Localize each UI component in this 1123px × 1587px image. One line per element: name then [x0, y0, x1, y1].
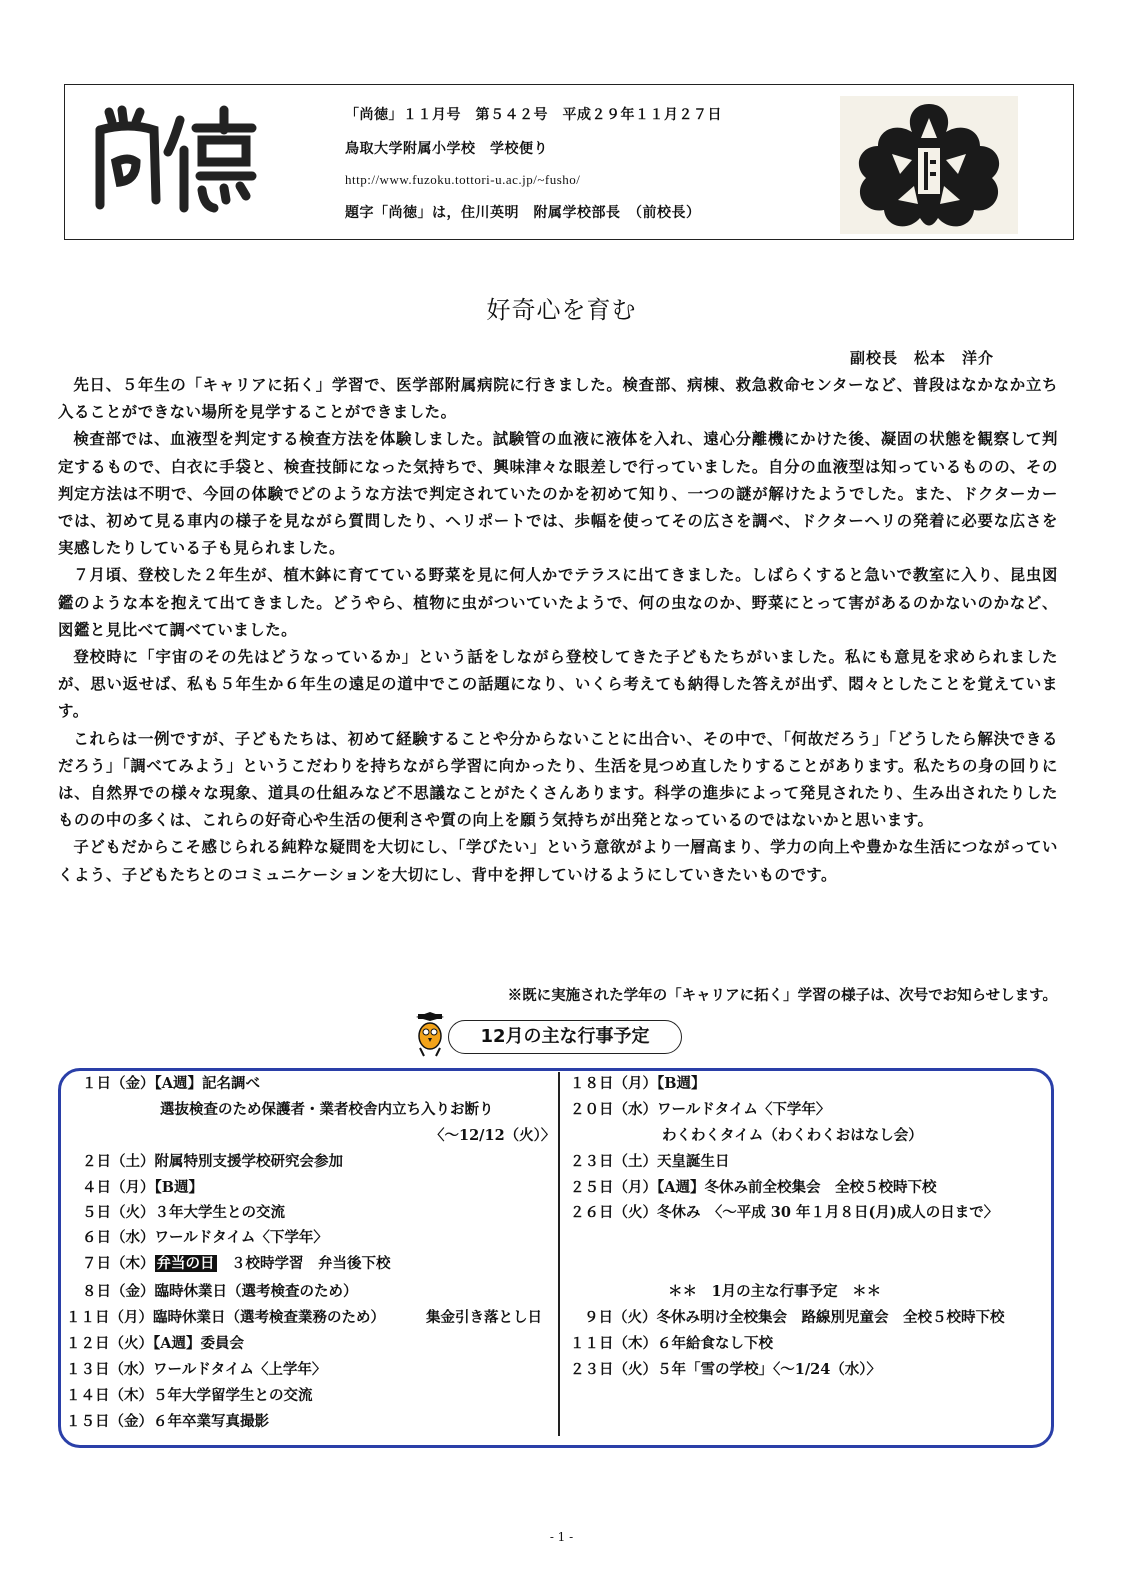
schedule-item: [570, 1332, 773, 1353]
article-paragraph: 子どもだからこそ感じられる純粋な疑問を大切にし、「学びたい」という意欲がより一層高まり、学力の向上や豊かな生活につながっていくよう、子どもたちとのコミュニケーションを大切にし、背中を押していけるようにしていきたいものです。: [58, 838, 1058, 884]
schedule-date: ６日（水）: [82, 1229, 155, 1246]
schedule-text: ワールドタイム〈上学年〉: [153, 1361, 327, 1378]
schedule-item: [570, 1358, 881, 1379]
schedule-text: 【B週】: [154, 1179, 204, 1196]
schedule-item: [662, 1124, 923, 1145]
schedule-date: １５日（金）: [66, 1413, 153, 1430]
schedule-item: [430, 1124, 555, 1145]
title-credit: 題字「尚徳」は，住川英明 附属学校部長 （前校長）: [345, 205, 701, 221]
schedule-text: 臨時休業日（選考検査業務のため）: [153, 1309, 385, 1326]
schedule-item: [570, 1072, 706, 1093]
schedule-text: 集金引き落とし日: [426, 1309, 542, 1326]
schedule-item: [66, 1384, 313, 1405]
next-issue-note: ※既に実施された学年の「キャリアに拓く」学習の様子は、次号でお知らせします。: [507, 987, 1057, 1004]
schedule-date: ８日（金）: [82, 1283, 155, 1300]
schedule-item: [66, 1410, 269, 1431]
schedule-text: 【B週】: [657, 1075, 706, 1092]
schedule-date: ９日（火）: [584, 1309, 657, 1326]
schedule-text: わくわくタイム（わくわくおはなし会）: [662, 1127, 923, 1144]
schedule-item: [570, 1201, 998, 1222]
schedule-text: 【A週】記名調べ: [154, 1075, 260, 1092]
issue-info: 「尚徳」１１月号 第５４２号 平成２９年１１月２７日: [345, 107, 722, 123]
schedule-item: [66, 1358, 326, 1379]
schedule-date: ２３日（火）: [570, 1361, 657, 1378]
masthead-calligraphy-logo: [84, 100, 274, 220]
schedule-date: ２０日（水）: [570, 1101, 657, 1118]
schedule-item: [82, 1280, 358, 1301]
schedule-text: ワールドタイム〈下学年〉: [154, 1229, 328, 1246]
schedule-text: 天皇誕生日: [657, 1153, 730, 1170]
schedule-item: [82, 1072, 260, 1093]
article-paragraph: これらは一例ですが、子どもたちは、初めて経験することや分からないことに出合い、その中で、「何故だろう」「どうしたら解決できるだろう」「調べてみよう」というこだわりを持ちながら学習に向かったり、生活を見つめ直したりすることがあります。私たちの身の回りには、自然界での様々な現象、道具の仕組みなど不思議なことがたくさんあります。科学の進歩によって発見されたり、生み出されたりしたものの中の多くは、これらの好奇心や生活の便利さや質の向上を願う気持ちが出発となっているのではないかと思います。: [58, 729, 1058, 830]
payment-deduction-label: [426, 1306, 542, 1327]
schedule-date: ４日（月）: [82, 1179, 155, 1196]
schedule-date: ２３日（土）: [570, 1153, 657, 1170]
schedule-text: 冬休み明け全校集会 路線別児童会 全校５校時下校: [656, 1309, 1005, 1326]
schedule-text: 【A週】冬休み前全校集会 全校５校時下校: [657, 1179, 937, 1196]
schedule-date: １３日（水）: [66, 1361, 153, 1378]
schedule-item: [584, 1306, 1005, 1327]
schedule-text: 選抜検査のため保護者・業者校舎内立ち入りお断り: [160, 1101, 494, 1118]
schedule-item: [160, 1098, 494, 1119]
schedule-text: ６年給食なし下校: [657, 1335, 773, 1352]
schedule-date: １日（金）: [82, 1075, 155, 1092]
schedule-text: 臨時休業日（選考検査のため）: [154, 1283, 358, 1300]
schedule-date: ２６日（火）: [570, 1204, 657, 1221]
schedule-text: 〈～12/12（火）〉: [430, 1127, 556, 1144]
schedule-date: ５日（火）: [82, 1204, 155, 1221]
school-name: 鳥取大学附属小学校 学校便り: [345, 141, 548, 157]
schedule-item: [570, 1098, 830, 1119]
schedule-date: １８日（月）: [570, 1075, 657, 1092]
schedule-text: 冬休み 〈～平成 30 年１月８日(月)成人の日まで〉: [657, 1204, 999, 1221]
schedule-date: １１日（月）: [66, 1309, 153, 1326]
schedule-date: ２日（土）: [82, 1153, 155, 1170]
article-paragraph: 登校時に「宇宙のその先はどうなっているか」という話をしながら登校してきた子どもたちがいました。私にも意見を求められましたが、思い返せば、私も５年生か６年生の遠足の道中でこの話題になり、いくら考えても納得した答えが出ず、悶々としたことを覚えています。: [58, 648, 1058, 721]
schedule-text: ３年大学生との交流: [154, 1204, 285, 1221]
school-url-link[interactable]: http://www.fuzoku.tottori-u.ac.jp/~fusho/: [345, 172, 581, 187]
schedule-date: １１日（木）: [570, 1335, 657, 1352]
schedule-item: [82, 1201, 285, 1222]
school-emblem-icon: [840, 96, 1018, 234]
schedule-item: [66, 1332, 244, 1353]
bento-day-highlight: 弁当の日: [156, 1255, 215, 1272]
page-number: - 1 -: [549, 1530, 574, 1544]
article-title: 好奇心を育む: [486, 296, 637, 324]
schedule-date: ２５日（月）: [570, 1179, 657, 1196]
article-author: 副校長 松本 洋介: [850, 349, 995, 367]
article-paragraph: 先日、５年生の「キャリアに拓く」学習で、医学部附属病院に行きました。検査部、病棟、救急救命センターなど、普段はなかなか立ち入ることができない場所を見学することができました。: [58, 376, 1058, 422]
schedule-text: ワールドタイム〈下学年〉: [657, 1101, 831, 1118]
schedule-item: [82, 1150, 343, 1171]
january-schedule-title: ＊＊ 1月の主な行事予定 ＊＊: [668, 1283, 882, 1300]
schedule-text: ５年「雪の学校」〈～1/24（水）〉: [657, 1361, 882, 1378]
article-paragraph: ７月頃、登校した２年生が、植木鉢に育てている野菜を見に何人かでテラスに出てきました。しばらくすると急いで教室に入り、昆虫図鑑のような本を抱えて出てきました。どうやら、植物に虫がついていたようで、何の虫なのか、野菜にとって害があるのかないのかなど、図鑑と見比べて調べていました。: [58, 566, 1058, 639]
schedule-item: [82, 1226, 328, 1247]
schedule-text: ３校時学習 弁当後下校: [216, 1255, 391, 1272]
graduate-bird-mascot-icon: [410, 1012, 450, 1060]
schedule-date: １２日（火）: [66, 1335, 153, 1352]
schedule-text: ５年大学留学生との交流: [153, 1387, 313, 1404]
december-schedule-title: 12月の主な行事予定: [448, 1020, 682, 1054]
schedule-item: [570, 1176, 937, 1197]
schedule-text: ６年卒業写真撮影: [153, 1413, 269, 1430]
schedule-item: [82, 1176, 203, 1197]
schedule-item: [82, 1252, 391, 1273]
schedule-text: 附属特別支援学校研究会参加: [154, 1153, 343, 1170]
schedule-date: １４日（木）: [66, 1387, 153, 1404]
schedule-item: [66, 1306, 385, 1327]
article-paragraph: 検査部では、血液型を判定する検査方法を体験しました。試験管の血液に液体を入れ、遠心分離機にかけた後、凝固の状態を観察して判定するもので、白衣に手袋と、検査技師になった気持ちで、興味津々な眼差しで行っていました。自分の血液型は知っているものの、その判定方法は不明で、今回の体験でどのような方法で判定されていたのかを初めて知り、一つの謎が解けたようでした。また、ドクターカーでは、初めて見る車内の様子を見ながら質問したり、ヘリポートでは、歩幅を使ってその広さを調べ、ドクターヘリの発着に必要な広さを実感したりしている子も見られました。: [58, 430, 1058, 558]
schedule-divider: [558, 1072, 560, 1436]
article-body: [58, 372, 1058, 889]
schedule-text: 【A週】委員会: [153, 1335, 244, 1352]
schedule-date: ７日（木）: [82, 1255, 155, 1272]
schedule-item: [570, 1150, 730, 1171]
